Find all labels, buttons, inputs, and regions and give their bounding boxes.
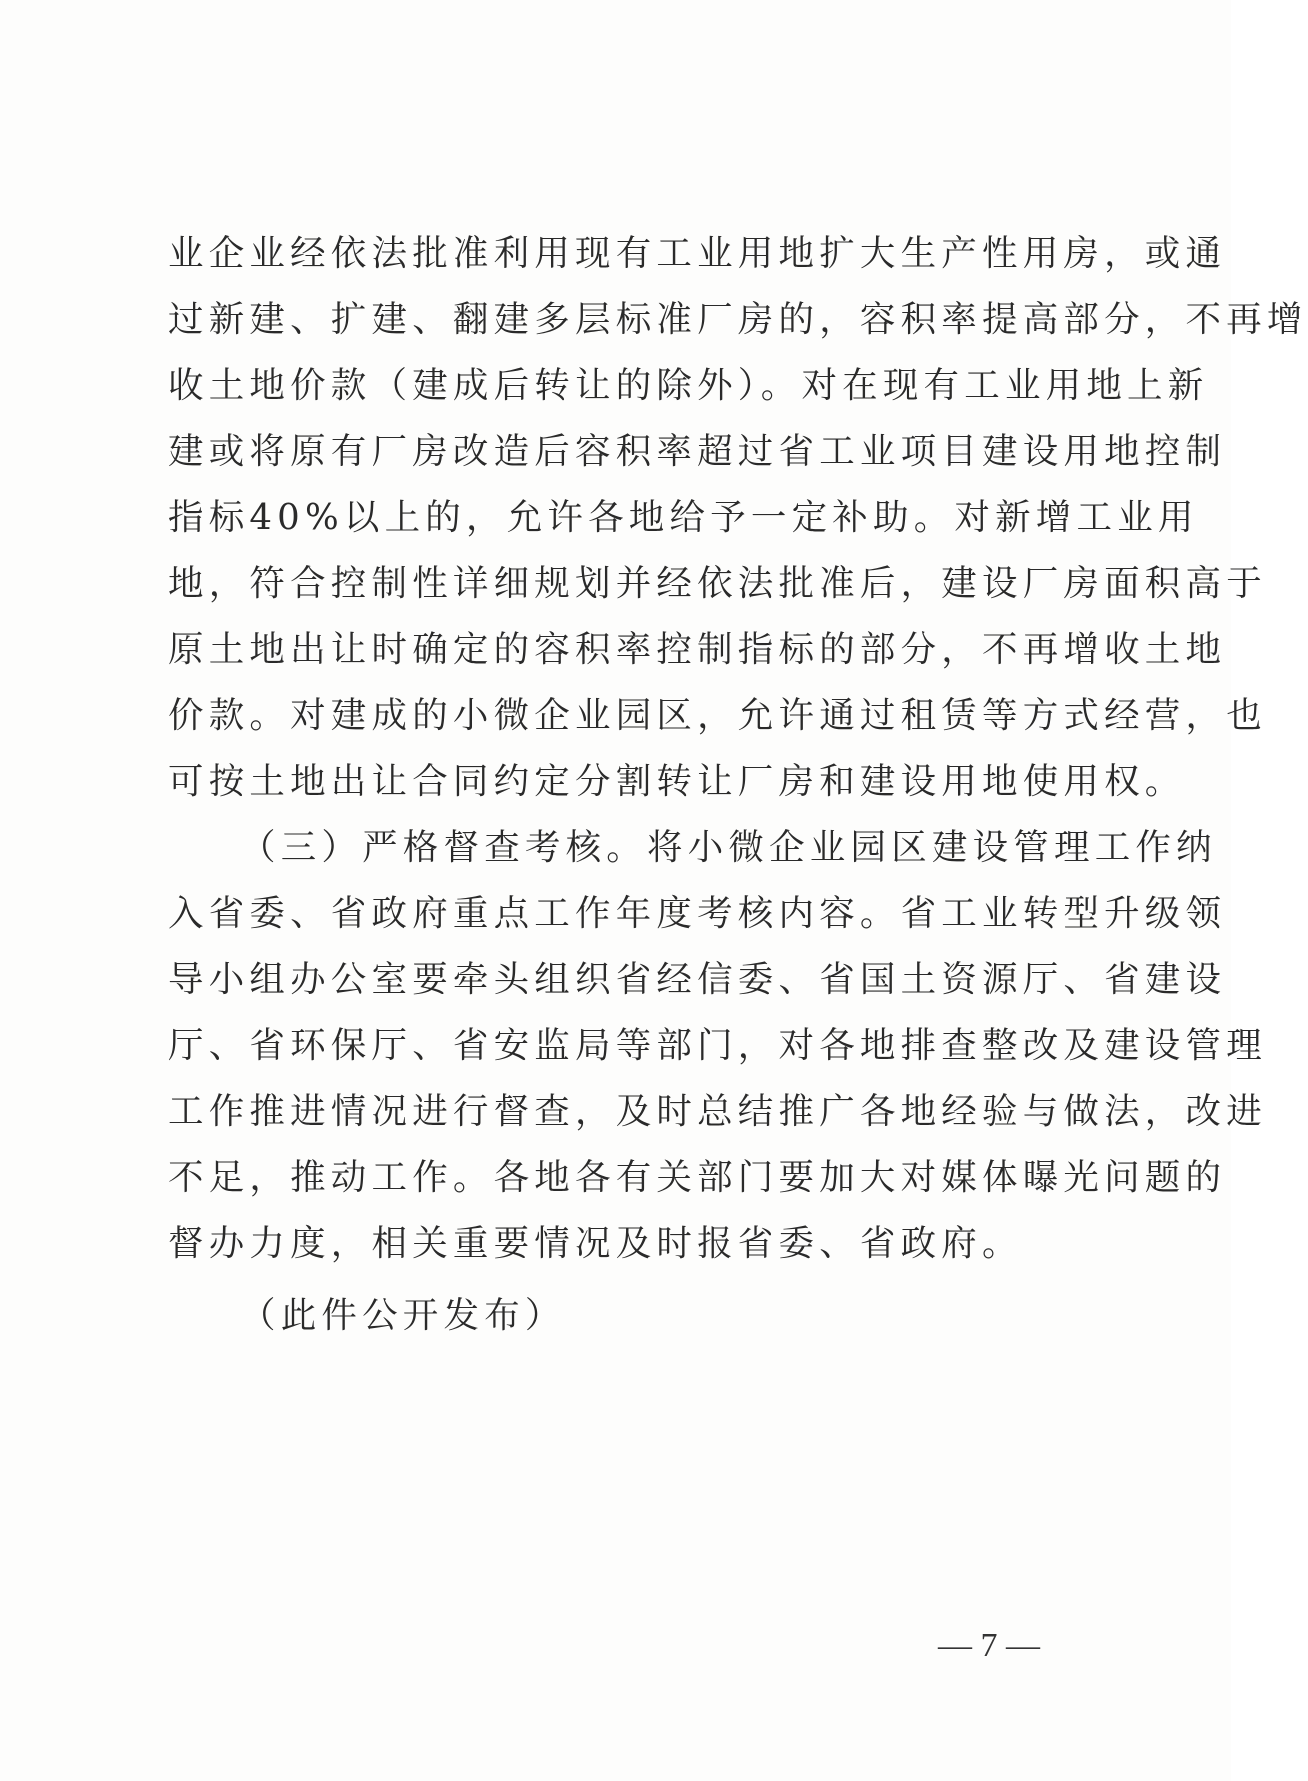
publication-note: （此件公开发布）	[240, 1295, 566, 1336]
body-text	[168, 221, 1308, 1277]
page-number: — 7 —	[938, 1627, 1040, 1664]
section-heading-line: （三）严格督查考核。将小微企业园区建设管理工作纳	[240, 827, 1217, 868]
text-line: 收土地价款（建成后转让的除外）。对在现有工业用地上新	[168, 365, 1209, 406]
text-line: 督办力度，相关重要情况及时报省委、省政府。	[168, 1223, 1023, 1264]
text-line: 价款。对建成的小微企业园区，允许通过租赁等方式经营，也	[168, 695, 1267, 736]
text-line: 入省委、省政府重点工作年度考核内容。省工业转型升级领	[168, 893, 1227, 934]
text-line: 导小组办公室要牵头组织省经信委、省国土资源厅、省建设	[168, 959, 1227, 1000]
text-line: 业企业经依法批准利用现有工业用地扩大生产性用房，或通	[168, 233, 1227, 274]
text-line: 原土地出让时确定的容积率控制指标的部分，不再增收土地	[168, 629, 1227, 670]
text-line: 不足，推动工作。各地各有关部门要加大对媒体曝光问题的	[168, 1157, 1227, 1198]
text-line: 过新建、扩建、翻建多层标准厂房的，容积率提高部分，不再增	[168, 299, 1308, 340]
text-line: 可按土地出让合同约定分割转让厂房和建设用地使用权。	[168, 761, 1186, 802]
text-line: 工作推进情况进行督查，及时总结推广各地经验与做法，改进	[168, 1091, 1267, 1132]
text-line: 建或将原有厂房改造后容积率超过省工业项目建设用地控制	[168, 431, 1227, 472]
text-line: 地，符合控制性详细规划并经依法批准后，建设厂房面积高于	[168, 563, 1267, 604]
text-line: 厅、省环保厅、省安监局等部门，对各地排查整改及建设管理	[168, 1025, 1267, 1066]
text-line: 指标40%以上的，允许各地给予一定补助。对新增工业用	[168, 497, 1199, 538]
